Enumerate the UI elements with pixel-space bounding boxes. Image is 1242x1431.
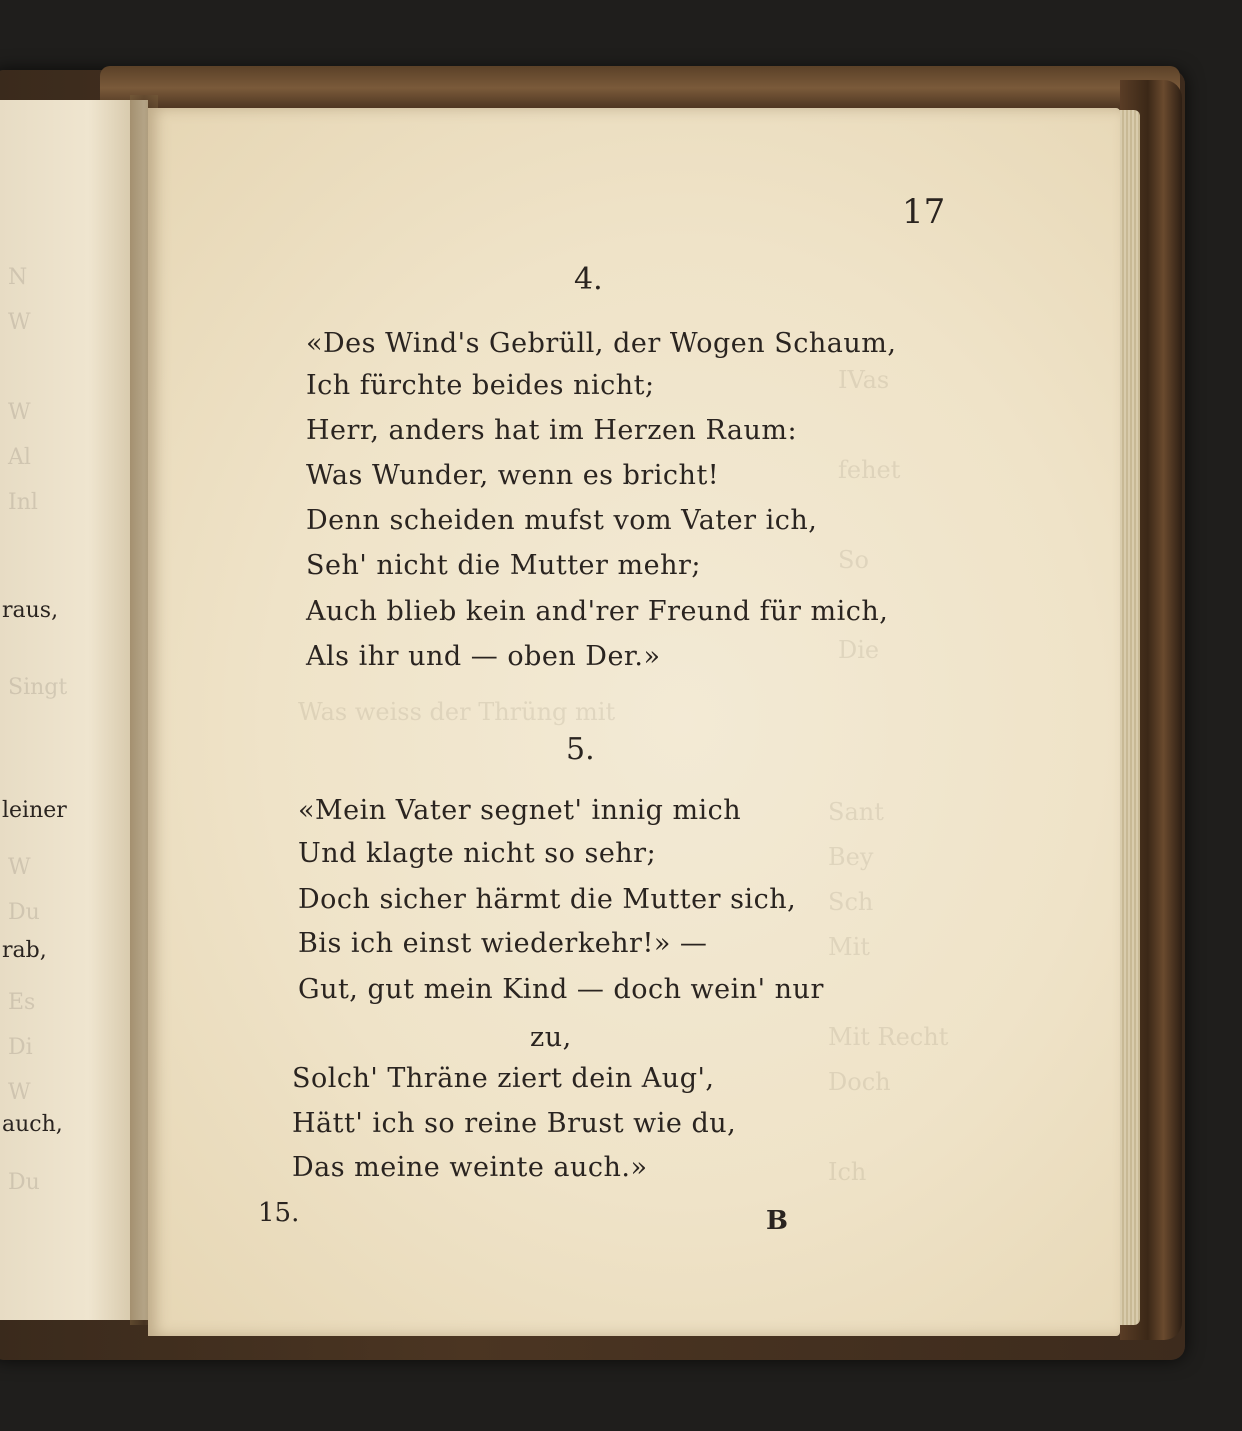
poem-line: Und klagte nicht so sehr; [298,838,657,869]
poem-line: Doch sicher härmt die Mutter sich, [298,884,797,915]
poem-line: Gut, gut mein Kind — doch wein' nur [298,974,824,1005]
poem-line: Bis ich einst wiederkehr!» — [298,928,708,959]
poem-line: Hätt' ich so reine Brust wie du, [292,1108,737,1139]
poem-line: «Des Wind's Gebrüll, der Wogen Schaum, [306,328,897,359]
poem-line: Als ihr und — oben Der.» [306,641,661,672]
poem-line: Ich fürchte beides nicht; [306,370,655,401]
left-page-fragment: leiner [2,798,67,823]
page-number: 17 [902,192,946,232]
poem-line: Was Wunder, wenn es bricht! [306,460,720,491]
sheet-number: 15. [258,1198,300,1228]
poem-line: Auch blieb kein and'rer Freund für mich, [306,596,889,627]
book-top-edge [100,66,1180,110]
left-page-fragment: rab, [2,938,47,963]
left-page-fragment: raus, [2,598,59,623]
poem-line: Denn scheiden mufst vom Vater ich, [306,505,818,536]
poem-line: Herr, anders hat im Herzen Raum: [306,415,798,446]
signature-mark: B [766,1206,788,1236]
poem-line: Seh' nicht die Mutter mehr; [306,550,701,581]
poem-line: Solch' Thräne ziert dein Aug', [292,1063,715,1094]
right-page: IVas fehet So Die Was weiss der Thrüng mit Sant Bey Sch Mit Mit Recht Doch Ich [148,108,1120,1336]
poem-line: «Mein Vater segnet' innig mich [298,795,742,826]
left-page-fragment: auch, [2,1112,63,1137]
stanza-number: 5. [566,732,595,767]
left-page: N W W Al Inl Singt W Du Es Di W Du raus, leiner rab, auch, [0,100,148,1320]
poem-line: Das meine weinte auch.» [292,1152,648,1183]
poem-line: zu, [530,1022,572,1053]
stanza-number: 4. [574,262,603,297]
